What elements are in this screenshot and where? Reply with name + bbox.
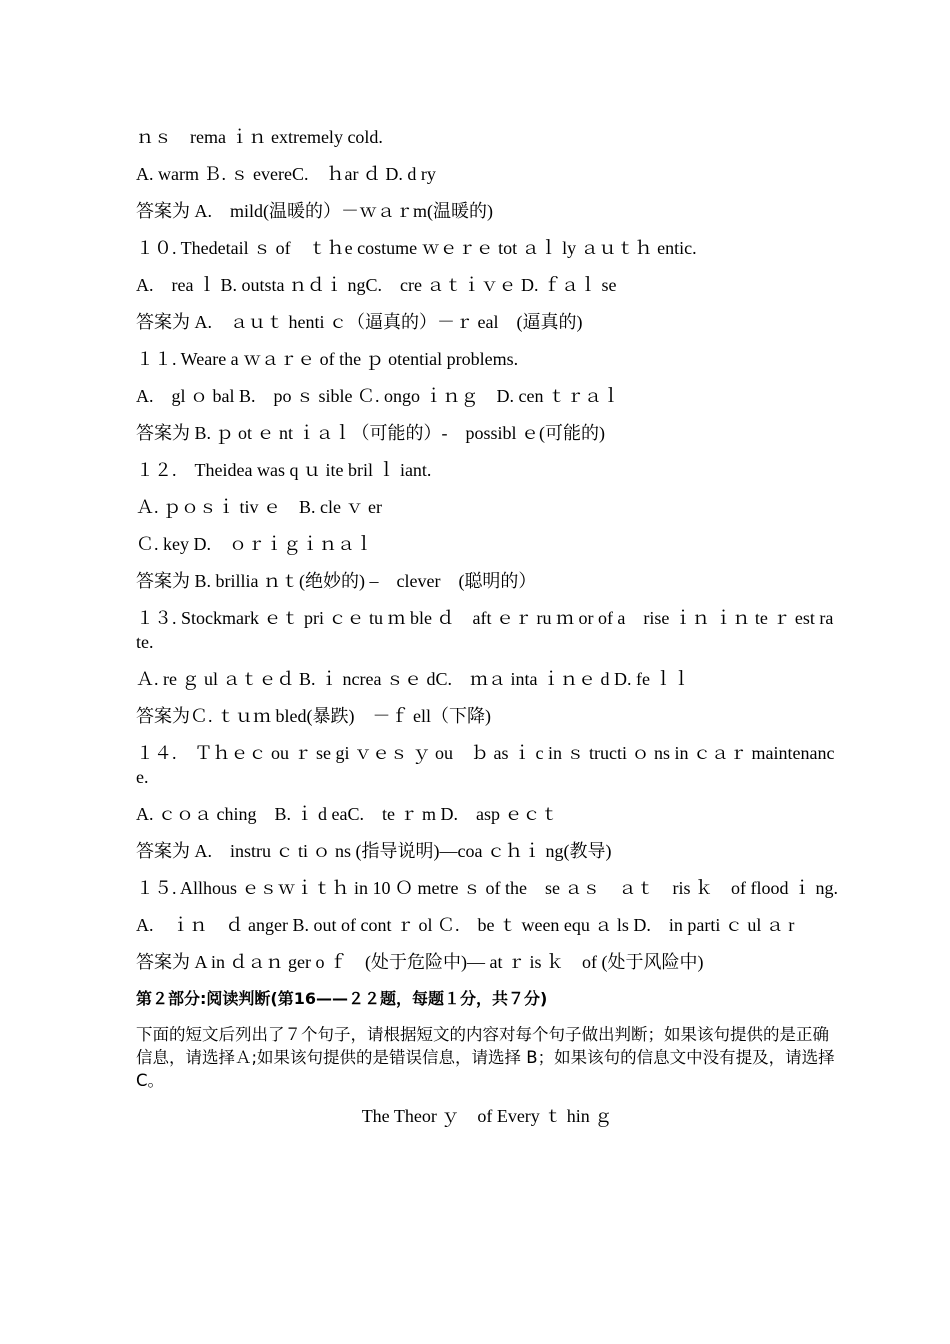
question-12-stem: １２. Theidea was q ｕ ite bril ｌ iant. — [136, 460, 432, 480]
question-13-answer: 答案为Ｃ. ｔｕｍ bled(暴跌) －ｆ ell（下降) — [136, 706, 491, 726]
question-15-options: A. ｉｎ ｄ anger B. out of cont ｒ ol Ｃ. be ｔ ween equ ａ ls D. in parti ｃ ul ａ r — [136, 915, 795, 935]
passage-title: The Theor ｙ of Every ｔ hin ｇ — [361, 1106, 613, 1126]
question-13-options: Ａ. re ｇ ul ａｔｅｄ B. ｉ ncrea ｓｅ dC. ｍａ inta ｉｎｅ d D. fe ｌｌ — [136, 669, 691, 689]
question-10-answer: 答案为 A. ａｕｔ henti ｃ（逼真的）－ｒ eal (逼真的) — [136, 312, 583, 332]
section-instructions: 下面的短文后列出了７个句子，请根据短文的内容对每个句子做出判断；如果该句提供的是正确信息，请选择Ａ;如果该句提供的是错误信息，请选择 B；如果该句的信息文中没有提及，请选择 C。 — [136, 1025, 835, 1090]
question-13-stem: １３. Stockmark ｅｔ pri ｃｅ tu ｍ ble ｄ aft ｅｒ ru ｍ or of a rise ｉｎ ｉｎ te ｒ est rate. — [136, 608, 834, 652]
question-9-options: A. warm Ｂ. ｓ evereC. ｈar ｄ D. d ry — [136, 164, 436, 184]
question-14-stem: １４. Ｔｈｅｃ ou ｒ se gi ｖｅｓ ｙ ou ｂ as ｉ c in ｓ tructi ｏ ns in ｃａｒ maintenance. — [136, 743, 835, 787]
section-heading: 第２部分:阅读判断(第16——２２题，每题１分，共７分) — [136, 989, 548, 1008]
document-page — [136, 125, 838, 1128]
question-10-options: A. rea ｌ B. outsta ｎｄｉ ngC. cre ａｔｉｖｅ D. ｆａｌ se — [136, 275, 617, 295]
question-11-answer: 答案为 B. ｐ ot ｅ nt ｉａｌ（可能的）- possibl ｅ(可能的) — [136, 423, 605, 443]
question-11-stem: １１. Weare a ｗａｒｅ of the ｐ otential problems. — [136, 349, 519, 369]
question-12-options-ab: Ａ. ｐｏｓｉ tiv ｅ B. cle ｖ er — [136, 497, 382, 517]
question-12-options-cd: Ｃ. key D. ｏｒｉｇｉｎａｌ — [136, 534, 373, 554]
question-10-stem: １０. Thedetail ｓ of ｔｈe costume ｗｅｒｅ tot ａｌ ly ａｕｔｈ entic. — [136, 238, 697, 258]
question-11-options: A. gl ｏ bal B. po ｓ sible Ｃ. ongo ｉｎｇ D. cen ｔｒａｌ — [136, 386, 620, 406]
question-15-stem: １５. Allhous ｅｓｗｉｔｈ in 10 Ｏ metre ｓ of the se ａｓ ａｔ ris ｋ of flood ｉ ng. — [136, 878, 838, 898]
question-15-answer: 答案为 A in ｄａｎ ger o ｆ (处于危险中)— at ｒ is ｋ of (处于风险中) — [136, 952, 704, 972]
question-9-answer: 答案为 A. mild(温暖的）－ｗａｒm(温暖的) — [136, 201, 493, 221]
question-14-answer: 答案为 A. instru ｃ ti ｏ ns (指导说明)—coa ｃｈｉ ng(教导) — [136, 841, 612, 861]
question-9-stem-end: ｎｓ rema ｉｎ extremely cold. — [136, 127, 383, 147]
question-12-answer: 答案为 B. brillia ｎｔ(绝妙的) – clever (聪明的） — [136, 571, 537, 591]
question-14-options: A. ｃｏａ ching B. ｉ d eaC. te ｒ m D. asp ｅｃｔ — [136, 804, 559, 824]
